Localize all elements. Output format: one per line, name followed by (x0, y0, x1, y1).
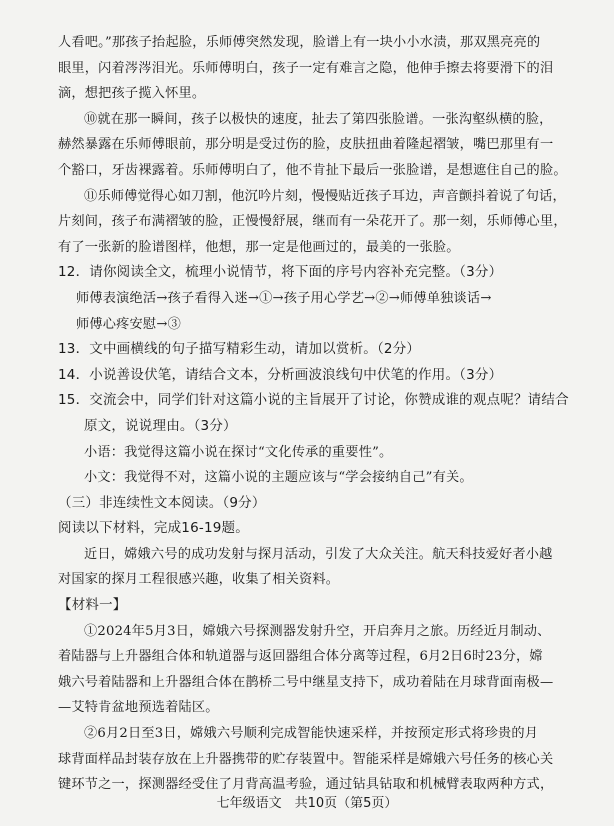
text-line: ②6月2日至3日，嫦娥六号顺利完成智能快速采样，并按预定形式将珍贵的月 (84, 726, 539, 742)
question-14: 14．小说善设伏笔，请结合文本，分析画波浪线句中伏笔的作用。（3分） (58, 366, 503, 383)
question-12 (58, 260, 592, 337)
text-line: 近日，嫦娥六号的成功发射与探月活动，引发了大众关注。航天科技爱好者小越 (84, 546, 553, 562)
text-line: 个豁口，牙齿裸露着。乐师傅明白了，他不肯扯下最后一张脸谱，是想遮住自己的脸。 (58, 162, 567, 178)
text-line: 赫然暴露在乐师傅眼前，那分明是受过伤的脸，皮肤扭曲着隆起褶皱，嘴巴那里有一 (58, 137, 554, 153)
question-15 (58, 388, 592, 490)
material-label: 【材料一】 (58, 597, 127, 614)
opinion-xiaoyu: 小语：我觉得这篇小说在探讨“文化传承的重要性”。 (84, 444, 393, 460)
question-13: 13．文中画横线的句子描写精彩生动，请加以赏析。（2分） (58, 341, 421, 358)
text-line: ⑪乐师傅觉得心如刀割，他沉吟片刻，慢慢贴近孩子耳边，声音颤抖着说了句话， (84, 188, 566, 204)
paragraph-10 (58, 107, 592, 184)
section-title: （三）非连续性文本阅读。（9分） (58, 494, 266, 511)
question-text: 原文，说说理由。（3分） (84, 417, 237, 434)
text-line: ①2024年5月3日，嫦娥六号探测器发射升空，开启奔月之旅。历经近月制动、 (84, 623, 551, 639)
text-line: 对国家的探月工程很感兴趣，收集了相关资料。 (58, 572, 340, 588)
text-line: 滴，想把孩子揽入怀里。 (58, 86, 206, 102)
opinion-xiaowen: 小文：我觉得不对，这篇小说的主题应该与“学会接纳自己”有关。 (84, 470, 473, 486)
text-line: 有了一张新的脸谱图样，他想，那一定是他画过的，最美的一张脸。 (58, 239, 460, 255)
text-line: 球背面样品封装存放在上升器携带的贮存装置中。智能采样是嫦娥六号任务的核心关 (58, 751, 554, 767)
plot-flow-line: 师傅表演绝活→孩子看得入迷→①→孩子用心学艺→②→师傅单独谈话→ (76, 290, 492, 306)
section-3 (58, 491, 592, 798)
story-continued (58, 30, 592, 107)
text-line: 着陆器与上升器组合体和轨道器与返回器组合体分离等过程，6月2日6时23分，嫦 (58, 649, 543, 665)
section-instruction: 阅读以下材料，完成16-19题。 (58, 520, 249, 537)
page-footer: 七年级语文 共10页（第5页） (216, 796, 398, 811)
text-line: 键环节之一，探测器经受住了月背高温考验，通过钻具钻取和机械臂表取两种方式， (58, 777, 554, 793)
question-text: 15．交流会中，同学们针对这篇小说的主旨展开了讨论，你赞成谁的观点呢？请结合 (58, 392, 569, 409)
plot-flow-line: 师傅心疼安慰→③ (76, 316, 181, 332)
text-line: 眼里，闪着涔涔泪光。乐师傅明白，孩子一定有难言之隐，他伸手擦去将要滑下的泪 (58, 60, 554, 76)
paragraph-11 (58, 184, 592, 261)
text-line: 片刻间，孩子布满褶皱的脸，正慢慢舒展，继而有一朵花开了。那一刻，乐师傅心里， (58, 214, 567, 230)
question-text: 12．请你阅读全文，梳理小说情节，将下面的序号内容补充完整。（3分） (58, 264, 503, 281)
text-line: —艾特肯盆地预选着陆区。 (58, 700, 219, 716)
text-line: ⑩就在那一瞬间，孩子以极快的速度，扯去了第四张脸谱。一张沟壑纵横的脸， (84, 111, 553, 127)
text-line: 人看吧。”那孩子抬起脸，乐师傅突然发现，脸谱上有一块小小水渍，那双黑亮亮的 (58, 35, 541, 50)
text-line: 娥六号着陆器和上升器组合体在鹊桥二号中继星支持下，成功着陆在月球背面南极— (58, 674, 554, 690)
